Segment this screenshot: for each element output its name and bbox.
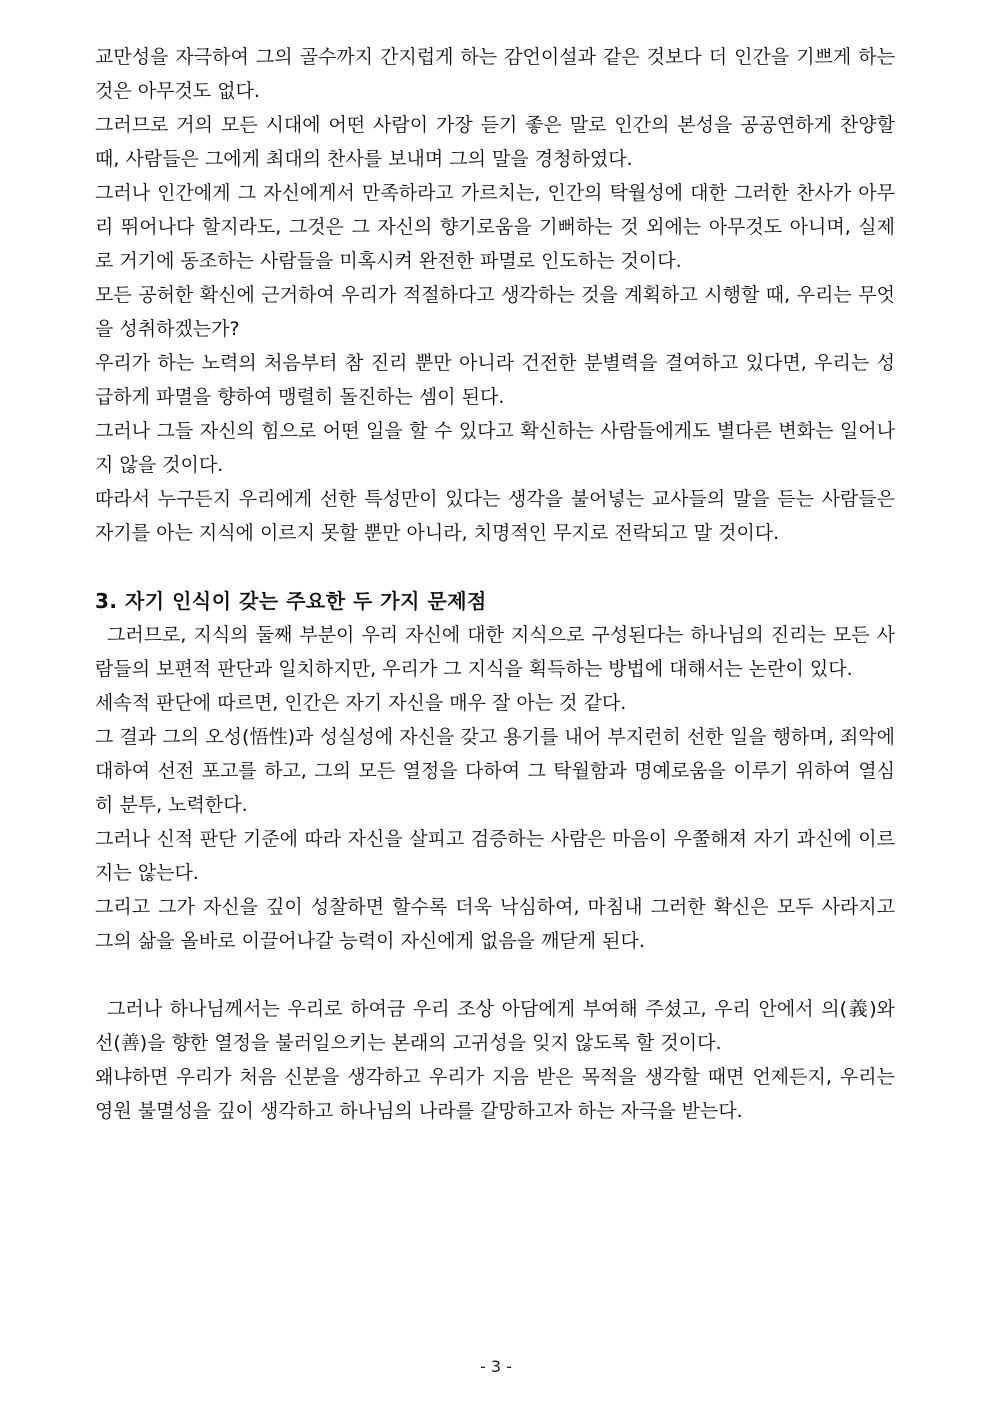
blank-line — [95, 958, 895, 992]
paragraph: 그러나 인간에게 그 자신에게서 만족하라고 가르치는, 인간의 탁월성에 대한 그러한 찬사가 아무리 뛰어나다 할지라도, 그것은 그 자신의 향기로움을 기뻐하는 것 외에는 아무것도 아니며, 실제로 거기에 동조하는 사람들을 미혹시켜 완전한 파멸로 인도하는 것이다. — [95, 182, 895, 272]
paragraph: 그러나 신적 판단 기준에 따라 자신을 살피고 검증하는 사람은 마음이 우쭐해져 자기 과신에 이르지는 않는다. — [95, 828, 895, 884]
paragraph: 그러므로, 지식의 둘째 부분이 우리 자신에 대한 지식으로 구성된다는 하나님의 진리는 모든 사람들의 보편적 판단과 일치하지만, 우리가 그 지식을 획득하는 방법에 대해서는 논란이 있다. — [95, 624, 895, 680]
paragraph: 그러나 그들 자신의 힘으로 어떤 일을 할 수 있다고 확신하는 사람들에게도 별다른 변화는 일어나지 않을 것이다. — [95, 420, 895, 476]
page-number: - 3 - — [480, 1357, 512, 1376]
paragraph: 왜냐하면 우리가 처음 신분을 생각하고 우리가 지음 받은 목적을 생각할 때면 언제든지, 우리는 영원 불멸성을 깊이 생각하고 하나님의 나라를 갈망하고자 하는 자극을 받는다. — [95, 1066, 895, 1122]
paragraph: 그러나 하나님께서는 우리로 하여금 우리 조상 아담에게 부여해 주셨고, 우리 안에서 의(義)와 선(善)을 향한 열정을 불러일으키는 본래의 고귀성을 잊지 않도록 할 것이다. — [95, 998, 895, 1054]
paragraph: 따라서 누구든지 우리에게 선한 특성만이 있다는 생각을 불어넣는 교사들의 말을 듣는 사람들은 자기를 아는 지식에 이르지 못할 뿐만 아니라, 치명적인 무지로 전락되고 말 것이다. — [95, 488, 895, 544]
paragraph: 교만성을 자극하여 그의 골수까지 간지럽게 하는 감언이설과 같은 것보다 더 인간을 기쁘게 하는 것은 아무것도 없다. — [95, 46, 895, 102]
paragraph: 우리가 하는 노력의 처음부터 참 진리 뿐만 아니라 건전한 분별력을 결여하고 있다면, 우리는 성급하게 파멸을 향하여 맹렬히 돌진하는 셈이 된다. — [95, 352, 895, 408]
paragraph: 세속적 판단에 따르면, 인간은 자기 자신을 매우 잘 아는 것 같다. — [95, 692, 627, 714]
paragraph: 그 결과 그의 오성(悟性)과 성실성에 자신을 갖고 용기를 내어 부지런히 선한 일을 행하며, 죄악에 대하여 선전 포고를 하고, 그의 모든 열정을 다하여 그 탁월함과 명예로움을 이루기 위하여 열심히 분투, 노력한다. — [95, 726, 895, 816]
paragraph: 모든 공허한 확신에 근거하여 우리가 적절하다고 생각하는 것을 계획하고 시행할 때, 우리는 무엇을 성취하겠는가? — [95, 284, 895, 340]
blank-line — [95, 550, 895, 584]
paragraph: 그러므로 거의 모든 시대에 어떤 사람이 가장 듣기 좋은 말로 인간의 본성을 공공연하게 찬양할 때, 사람들은 그에게 최대의 찬사를 보내며 그의 말을 경청하였다. — [95, 114, 895, 170]
section-heading: 3. 자기 인식이 갖는 주요한 두 가지 문제점 — [95, 589, 487, 613]
paragraph: 그리고 그가 자신을 깊이 성찰하면 할수록 더욱 낙심하여, 마침내 그러한 확신은 모두 사라지고 그의 삶을 올바로 이끌어나갈 능력이 자신에게 없음을 깨닫게 된다. — [95, 896, 895, 952]
document-body — [95, 40, 895, 1128]
